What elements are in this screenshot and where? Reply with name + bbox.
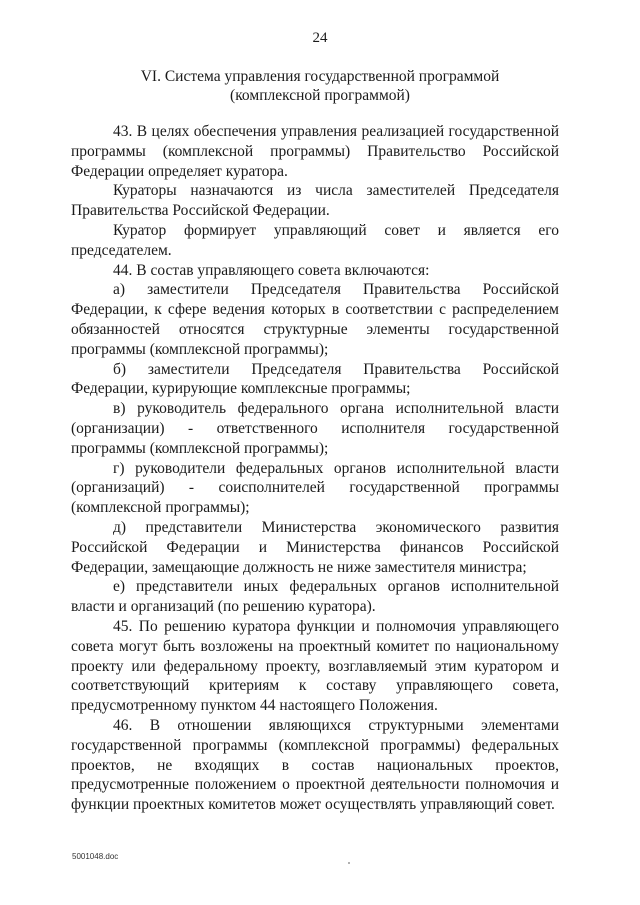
paragraph-curator-council: Куратор формирует управляющий совет и является его председателем. (71, 221, 559, 259)
list-item-a: а) заместители Председателя Правительства Российской Федерации, к сфере ведения которых в соответствии с распределением обязанностей относятся структурные элементы государственной программы (комплексной программы); (71, 281, 559, 358)
list-item-d: д) представители Министерства экономического развития Российской Федерации и Министерства финансов Российской Федерации, замещающие должность не ниже заместителя министра; (71, 518, 559, 576)
list-item-e: е) представители иных федеральных органов исполнительной власти и организаций (по решению куратора). (71, 578, 559, 616)
list-item-b: б) заместители Председателя Правительства Российской Федерации, курирующие комплексные программы; (71, 360, 559, 398)
paragraph-curators: Кураторы назначаются из числа заместителей Председателя Правительства Российской Федерации. (71, 182, 559, 220)
paragraph-45: 45. По решению куратора функции и полномочия управляющего совета могут быть возложены на проектный комитет по национальному проекту или федеральному проекту, возглавляемый этим куратором и соответствующий критериям к составу управляющего совета, предусмотренному пунктом 44 настоящего Положения. (71, 617, 559, 715)
section-title (70, 67, 570, 105)
footer-file-code: 5001048.doc (72, 852, 119, 861)
list-item-v: в) руководитель федерального органа исполнительной власти (организации) - ответственного исполнителя государственной программы (комплексной программы); (71, 400, 559, 457)
section-title-line-2: (комплексной программой) (230, 87, 410, 104)
page-number: 24 (312, 30, 328, 46)
list-item-g: г) руководители федеральных органов исполнительной власти (организаций) - соисполнителей государственной программы (комплексной программы); (71, 459, 559, 517)
scan-dot-mark (348, 862, 350, 864)
paragraph-43: 43. В целях обеспечения управления реализацией государственной программы (комплексной программы) Правительство Российской Федерации определяет куратора. (71, 123, 559, 180)
paragraph-46: 46. В отношении являющихся структурными элементами государственной программы (комплексной программы) федеральных проектов, не входящих в состав национальных проектов, предусмотренные положением о проектной деятельности полномочия и функции проектных комитетов может осуществлять управляющий совет. (71, 716, 559, 814)
section-title-line-1: VI. Система управления государственной программой (140, 68, 500, 85)
paragraph-44: 44. В состав управляющего совета включаются: (113, 261, 430, 279)
document-body (71, 122, 559, 815)
